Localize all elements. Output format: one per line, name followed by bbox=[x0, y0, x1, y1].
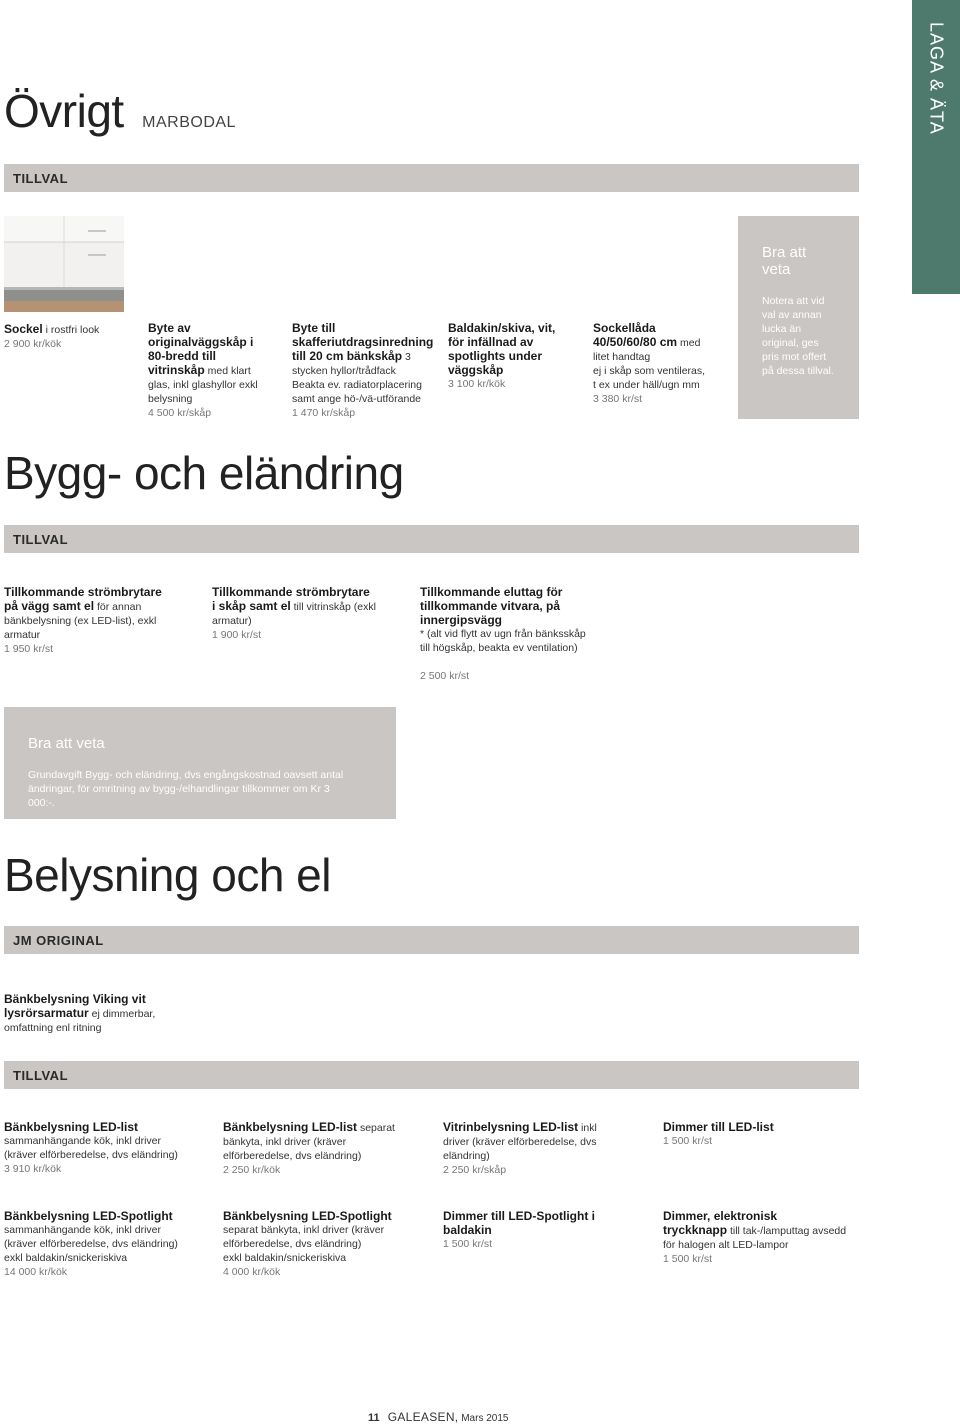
section-tab-label: LAGA & ÄTA bbox=[926, 22, 947, 135]
ovrigt-title: Övrigt bbox=[4, 85, 124, 137]
page-number: 11 bbox=[368, 1412, 380, 1424]
item-desc: med bbox=[677, 337, 701, 349]
item-title: skafferiutdragsinredning bbox=[292, 335, 434, 349]
item-title: 80-bredd till bbox=[148, 349, 217, 363]
sockel-desc: i rostfri look bbox=[42, 324, 100, 336]
item-desc: elförberedelse, dvs eländring) bbox=[223, 1238, 362, 1250]
item-price: 14 000 kr/kök bbox=[4, 1266, 68, 1278]
item-desc: separat bänkyta, inkl driver (kräver bbox=[223, 1224, 385, 1236]
item-desc: t ex under häll/ugn mm bbox=[593, 379, 700, 391]
item-desc: (kräver elförberedelse, dvs eländring) bbox=[4, 1238, 178, 1250]
item-desc: separat bbox=[357, 1122, 395, 1134]
item-desc: sammanhängande kök, inkl driver bbox=[4, 1135, 161, 1147]
sockel-title: Sockel bbox=[4, 322, 43, 336]
belysning-item-8 bbox=[663, 1209, 863, 1266]
ovrigt-item-1 bbox=[148, 321, 273, 420]
item-desc: bänkyta, inkl driver (kräver bbox=[223, 1136, 347, 1148]
item-title: Dimmer, elektronisk bbox=[663, 1209, 778, 1223]
item-desc: bänkbelysning (ex LED-list), exkl bbox=[4, 615, 157, 627]
ovrigt-item-4 bbox=[593, 321, 728, 406]
item-title: 40/50/60/80 cm bbox=[593, 335, 678, 349]
item-desc: exkl baldakin/snickeriskiva bbox=[223, 1252, 347, 1264]
item-price: 3 100 kr/kök bbox=[448, 378, 506, 390]
sockel-photo-drawing bbox=[4, 216, 124, 312]
item-desc: omfattning enl ritning bbox=[4, 1022, 102, 1034]
bygg-title: Bygg- och eländring bbox=[4, 447, 404, 499]
item-price: 3 910 kr/kök bbox=[4, 1163, 62, 1175]
info-text: original, ges bbox=[762, 337, 819, 349]
item-title: innergipsvägg bbox=[420, 613, 503, 627]
footer-brand: GALEASEN, bbox=[387, 1410, 459, 1424]
item-desc: elförberedelse, dvs eländring) bbox=[223, 1150, 362, 1162]
item-desc: till högskåp, beakta ev ventilation) bbox=[420, 642, 578, 654]
item-title: Bänkbelysning Viking vit bbox=[4, 992, 146, 1006]
info-text: Grundavgift Bygg- och eländring, dvs engångskostnad oavsett antal bbox=[28, 769, 344, 781]
item-title: i skåp samt el bbox=[212, 599, 291, 613]
belysning-item-5 bbox=[4, 1209, 214, 1279]
item-title: på vägg samt el bbox=[4, 599, 95, 613]
belysning-item-2 bbox=[223, 1120, 433, 1177]
item-price: 1 470 kr/skåp bbox=[292, 407, 356, 419]
item-desc: driver (kräver elförberedelse, dvs bbox=[443, 1136, 597, 1148]
belysning-item-4 bbox=[663, 1120, 858, 1148]
item-title: vitrinskåp bbox=[148, 363, 205, 377]
sockel-item bbox=[4, 322, 134, 351]
info-text: lucka än bbox=[762, 323, 802, 335]
item-price: 1 500 kr/st bbox=[443, 1238, 493, 1250]
item-price: 2 500 kr/st bbox=[420, 670, 470, 682]
item-title: Dimmer till LED-list bbox=[663, 1120, 774, 1134]
item-title: Dimmer till LED-Spotlight i bbox=[443, 1209, 595, 1223]
item-title: tryckknapp bbox=[663, 1223, 728, 1237]
item-desc: * (alt vid flytt av ugn från bänksskåp bbox=[420, 628, 586, 640]
item-desc: med klart bbox=[204, 365, 251, 377]
item-desc: för halogen alt LED-lampor bbox=[663, 1239, 789, 1251]
item-title: spotlights under bbox=[448, 349, 542, 363]
bygg-item-3 bbox=[420, 585, 640, 683]
belysning-item-7 bbox=[443, 1209, 653, 1251]
item-title: Bänkbelysning LED-list bbox=[223, 1120, 358, 1134]
belysning-title: Belysning och el bbox=[4, 849, 331, 901]
bygg-item-2 bbox=[212, 585, 407, 642]
item-desc: (kräver elförberedelse, dvs eländring) bbox=[4, 1149, 178, 1161]
item-price: 2 250 kr/skåp bbox=[443, 1164, 507, 1176]
item-desc: samt ange hö-/vä-utförande bbox=[292, 393, 421, 405]
item-desc: Beakta ev. radiatorplacering bbox=[292, 379, 422, 391]
belysning-item-6 bbox=[223, 1209, 433, 1279]
item-desc: armatur bbox=[4, 629, 41, 641]
bygg-tillval-bar bbox=[4, 525, 859, 553]
item-price: 3 380 kr/st bbox=[593, 393, 643, 405]
item-title: Bänkbelysning LED-Spotlight bbox=[223, 1209, 392, 1223]
item-desc: ej i skåp som ventileras, bbox=[593, 365, 706, 377]
item-title: tillkommande vitvara, på bbox=[420, 599, 561, 613]
item-desc: inkl bbox=[578, 1122, 597, 1134]
item-title: för infällnad av bbox=[448, 335, 534, 349]
item-desc: litet handtag bbox=[593, 351, 651, 363]
info-heading: Bra att veta bbox=[28, 735, 105, 752]
item-desc: eländring) bbox=[443, 1150, 490, 1162]
jm-original-bar bbox=[4, 926, 859, 954]
item-title: Bänkbelysning LED-Spotlight bbox=[4, 1209, 173, 1223]
ovrigt-tillval-bar bbox=[4, 164, 859, 192]
item-title: väggskåp bbox=[448, 363, 504, 377]
info-text: 000:-. bbox=[28, 797, 55, 809]
info-text: på dessa tillval. bbox=[762, 365, 834, 377]
item-title: Bänkbelysning LED-list bbox=[4, 1120, 139, 1134]
item-desc: till vitrinskåp (exkl bbox=[290, 601, 376, 613]
info-heading: veta bbox=[762, 261, 791, 278]
info-box-bygg bbox=[4, 707, 396, 819]
ovrigt-heading bbox=[4, 85, 236, 137]
ovrigt-item-2 bbox=[292, 321, 432, 420]
footer-date: Mars 2015 bbox=[458, 1413, 509, 1424]
bygg-tillval-label: TILLVAL bbox=[13, 532, 69, 547]
item-desc: glas, inkl glashyllor exkl bbox=[148, 379, 258, 391]
item-price: 1 900 kr/st bbox=[212, 629, 262, 641]
item-title: Baldakin/skiva, vit, bbox=[448, 321, 556, 335]
item-title: Byte av bbox=[148, 321, 191, 335]
sockel-photo bbox=[4, 216, 124, 312]
item-price: 4 500 kr/skåp bbox=[148, 407, 212, 419]
item-desc: sammanhängande kök, inkl driver bbox=[4, 1224, 161, 1236]
original-item bbox=[4, 992, 244, 1035]
item-desc: till tak-/lamputtag avsedd bbox=[727, 1225, 847, 1237]
belysning-tillval-bar bbox=[4, 1061, 859, 1089]
item-title: Tillkommande eluttag för bbox=[420, 585, 563, 599]
item-price: 1 500 kr/st bbox=[663, 1253, 713, 1265]
belysning-item-3 bbox=[443, 1120, 653, 1177]
belysning-item-1 bbox=[4, 1120, 214, 1176]
ovrigt-item-3 bbox=[448, 321, 578, 391]
info-heading: Bra att bbox=[762, 244, 807, 261]
item-title: till 20 cm bänkskåp bbox=[292, 349, 403, 363]
item-title: Vitrinbelysning LED-list bbox=[443, 1120, 579, 1134]
info-text: val av annan bbox=[762, 309, 822, 321]
sockel-price: 2 900 kr/kök bbox=[4, 338, 62, 350]
item-price: 1 950 kr/st bbox=[4, 643, 54, 655]
item-desc: för annan bbox=[94, 601, 142, 613]
item-title: Tillkommande strömbrytare bbox=[4, 585, 162, 599]
ovrigt-tillval-label: TILLVAL bbox=[13, 171, 69, 186]
item-title: Tillkommande strömbrytare bbox=[212, 585, 370, 599]
item-desc: belysning bbox=[148, 393, 193, 405]
info-text: Notera att vid bbox=[762, 295, 825, 307]
item-title: Sockellåda bbox=[593, 321, 656, 335]
item-desc: stycken hyllor/trådfack bbox=[292, 365, 396, 377]
bygg-item-1 bbox=[4, 585, 199, 656]
belysning-tillval-label: TILLVAL bbox=[13, 1068, 69, 1083]
item-desc: exkl baldakin/snickeriskiva bbox=[4, 1252, 128, 1264]
item-desc: 3 bbox=[402, 351, 411, 363]
item-title: originalväggskåp i bbox=[148, 335, 254, 349]
jm-original-label: JM ORIGINAL bbox=[13, 933, 104, 948]
item-title: lysrörsarmatur bbox=[4, 1006, 89, 1020]
item-price: 1 500 kr/st bbox=[663, 1135, 713, 1147]
item-desc: ej dimmerbar, bbox=[88, 1008, 156, 1020]
item-title: baldakin bbox=[443, 1223, 492, 1237]
info-text: pris mot offert bbox=[762, 351, 826, 363]
section-tab bbox=[912, 0, 960, 294]
info-text: ändringar, för omritning av bygg-/elhandlingar tillkommer om Kr 3 bbox=[28, 783, 330, 795]
item-desc: armatur) bbox=[212, 615, 252, 627]
page-footer bbox=[368, 1410, 508, 1424]
item-title: Byte till bbox=[292, 321, 336, 335]
ovrigt-subtitle: MARBODAL bbox=[142, 114, 236, 131]
info-box-ovrigt bbox=[738, 216, 859, 419]
item-price: 2 250 kr/kök bbox=[223, 1164, 281, 1176]
item-price: 4 000 kr/kök bbox=[223, 1266, 281, 1278]
